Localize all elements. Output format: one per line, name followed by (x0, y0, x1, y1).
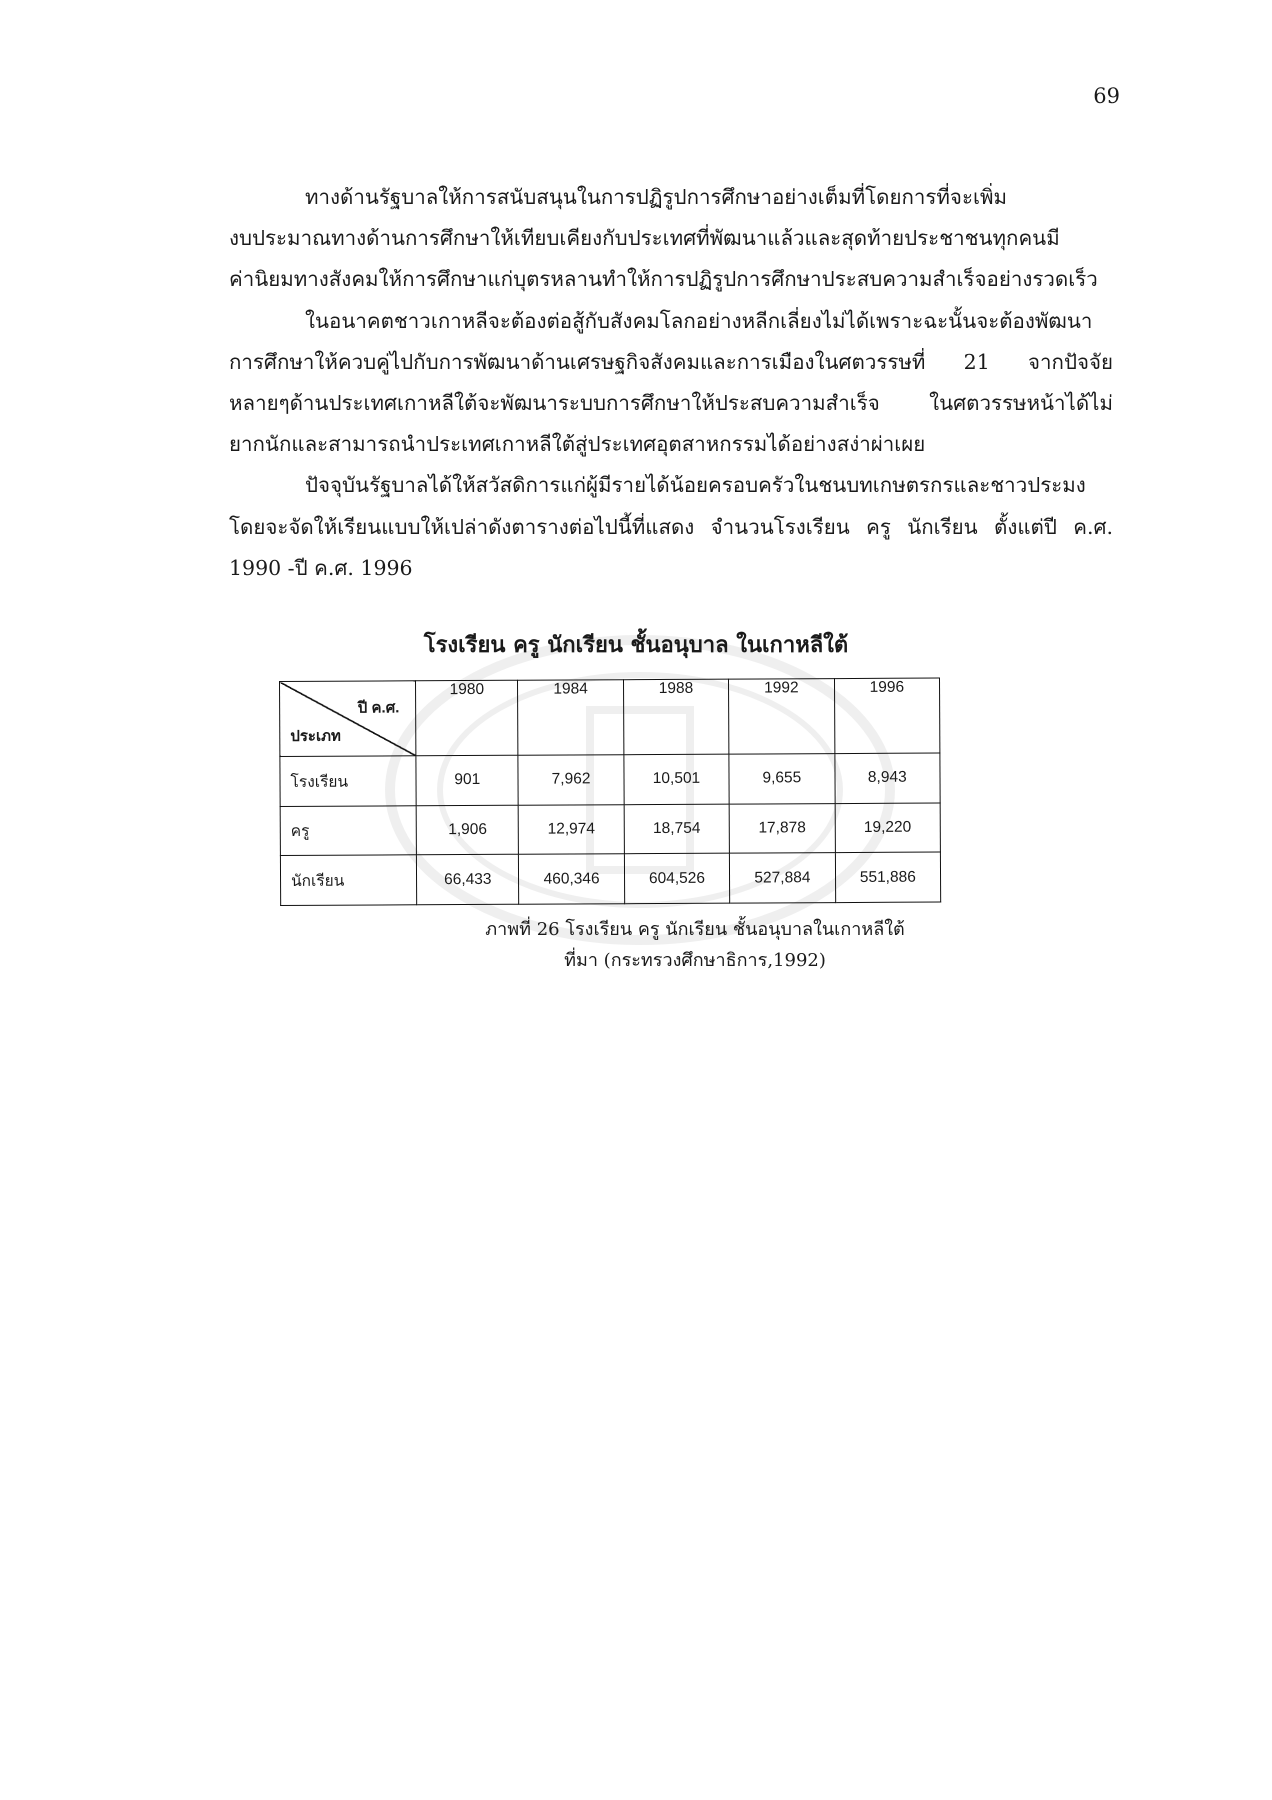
row-label-students: นักเรียน (280, 855, 416, 905)
table-cell: 8,943 (834, 753, 940, 803)
table-cell: 9,655 (729, 754, 835, 804)
table-cell: 604,526 (624, 853, 730, 903)
table-row (280, 803, 940, 856)
figure-caption (0, 914, 1272, 976)
paragraph-1-line-1: ทางด้านรัฐบาลให้การสนับสนุนในการปฏิรูปการศึกษาอย่างเต็มที่โดยการที่จะเพิ่ม (305, 185, 1007, 209)
table-cell: 18,754 (624, 804, 730, 854)
corner-type-label: ประเภท (290, 727, 341, 745)
paragraph-2-line-3: หลายๆด้านประเทศเกาหลีใต้จะพัฒนาระบบการศึกษาให้ประสบความสำเร็จ ในศตวรรษหน้าได้ไม่ (229, 391, 1113, 416)
table-cell: 551,886 (835, 852, 941, 902)
paragraph-3-line-1: ปัจจุบันรัฐบาลได้ให้สวัสดิการแก่ผู้มีรายได้น้อยครอบครัวในชนบทเกษตรกรและชาวประมง (305, 473, 1086, 498)
caption-source: ที่มา (กระทรวงศึกษาธิการ,1992) (564, 950, 826, 971)
row-label-schools: โรงเรียน (280, 756, 416, 806)
paragraph-1-line-3: ค่านิยมทางสังคมให้การศึกษาแก่บุตรหลานทำให้การปฏิรูปการศึกษาประสบความสำเร็จอย่างรวดเร็ว (229, 267, 1098, 292)
paragraph-2-line-1: ในอนาคตชาวเกาหลีจะต้องต่อสู้กับสังคมโลกอย่างหลีกเลี่ยงไม่ได้เพราะฉะนั้นจะต้องพัฒนา (305, 308, 1093, 333)
table-cell: 1,906 (416, 805, 518, 855)
caption-title: ภาพที่ 26 โรงเรียน ครู นักเรียน ชั้นอนุบาลในเกาหลีใต้ (485, 919, 905, 940)
table-cell: 7,962 (518, 755, 624, 805)
paragraph-1-line-2: งบประมาณทางด้านการศึกษาให้เทียบเคียงกับประเทศที่พัฒนาแล้วและสุดท้ายประชาชนทุกคนมี (229, 226, 1060, 251)
corner-year-label: ปี ค.ศ. (357, 699, 400, 717)
year-header-cell: 1996 (834, 678, 940, 754)
table-row (280, 852, 940, 905)
table-cell: 12,974 (518, 804, 624, 854)
table-cell: 901 (416, 755, 518, 805)
page-number: 69 (1093, 84, 1120, 108)
paragraph-2-line-4: ยากนักและสามารถนำประเทศเกาหลีใต้สู่ประเทศอุตสาหกรรมได้อย่างสง่าผ่าเผย (229, 432, 926, 457)
paragraph-3-line-2: โดยจะจัดให้เรียนแบบให้เปล่าดังตารางต่อไปนี้ที่แสดง จำนวนโรงเรียน ครู นักเรียน ตั้งแต่ปี ค.ศ. (229, 514, 1113, 539)
row-label-teachers: ครู (280, 805, 416, 855)
paragraph-2-line-2: การศึกษาให้ควบคู่ไปกับการพัฒนาด้านเศรษฐกิจสังคมและการเมืองในศตวรรษที่ 21 จากปัจจัย (229, 349, 1113, 374)
year-header-cell: 1988 (623, 679, 729, 755)
table-title: โรงเรียน ครู นักเรียน ชั้นอนุบาล ในเกาหลีใต้ (423, 632, 849, 658)
table-cell: 17,878 (729, 803, 835, 853)
year-header-cell: 1980 (416, 680, 519, 756)
table-cell: 19,220 (835, 803, 941, 853)
table-cell: 66,433 (417, 855, 519, 905)
year-header-cell: 1984 (518, 680, 624, 756)
table-cell: 10,501 (624, 754, 730, 804)
table-cell: 527,884 (730, 853, 836, 903)
body-text (229, 177, 1113, 589)
table-header-row (280, 678, 940, 756)
table-cell: 460,346 (519, 854, 625, 904)
data-table (279, 678, 941, 906)
year-header-cell: 1992 (729, 679, 835, 755)
table-row (280, 753, 940, 806)
paragraph-3-line-3: 1990 -ปี ค.ศ. 1996 (229, 555, 413, 580)
table-corner-cell (280, 681, 417, 757)
data-table-wrapper (279, 678, 941, 906)
